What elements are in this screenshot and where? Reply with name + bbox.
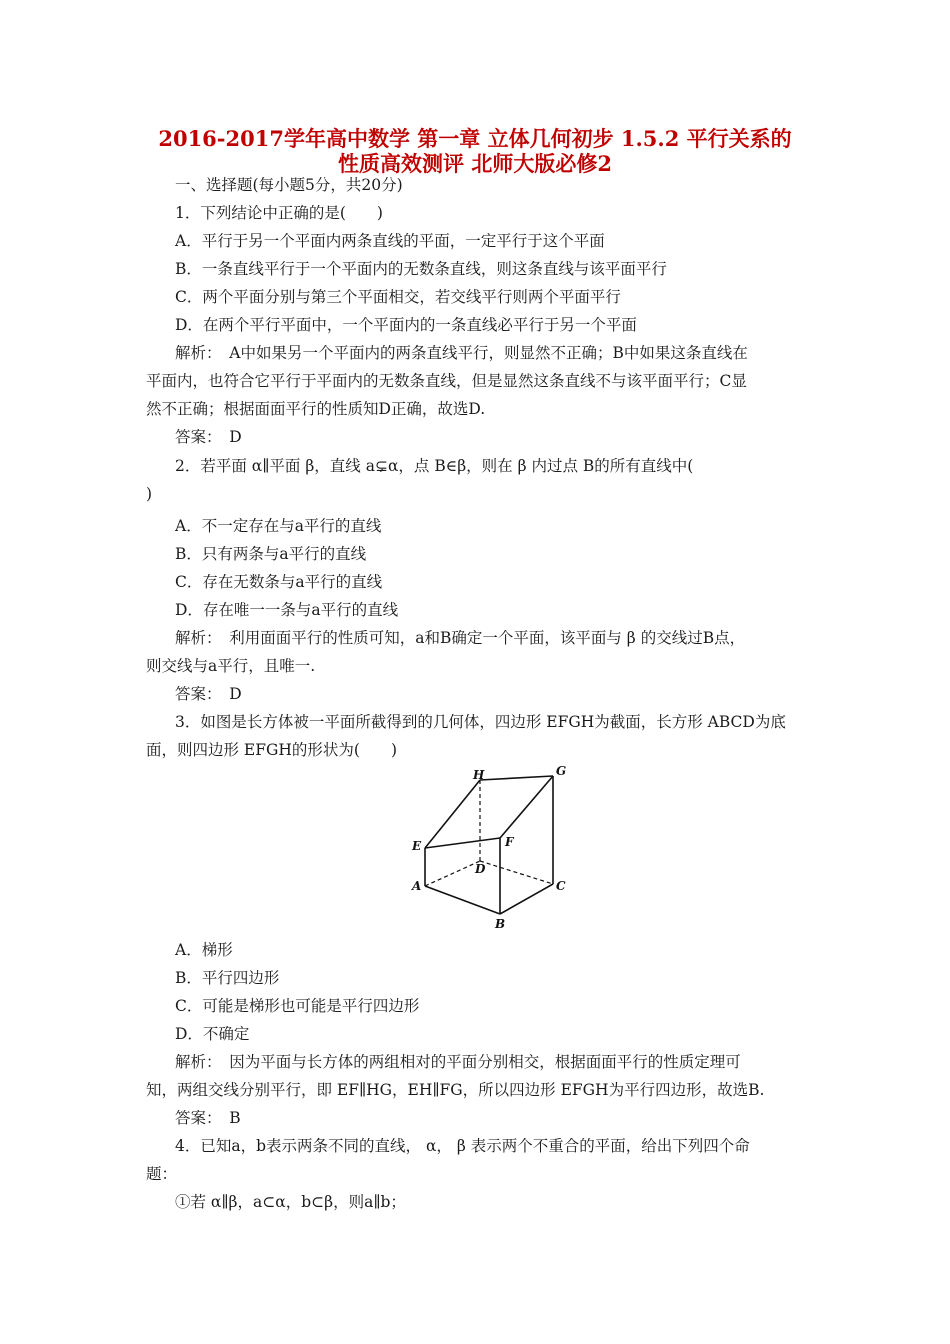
- q3-option-b: B．平行四边形: [175, 969, 280, 987]
- label-c: C: [556, 879, 566, 893]
- edge-ab: [425, 886, 500, 914]
- q1-option-c: C．两个平面分别与第三个平面相交，若交线平行则两个平面平行: [175, 288, 621, 306]
- document-title-line2: 性质高效测评 北师大版必修2: [338, 151, 612, 176]
- q2-option-b: B．只有两条与a平行的直线: [175, 545, 367, 563]
- q3-option-a: A．梯形: [175, 941, 233, 959]
- q1-answer: 答案： D: [175, 428, 242, 446]
- edge-ad-hidden: [425, 861, 480, 886]
- q2-option-a: A．不一定存在与a平行的直线: [175, 517, 382, 535]
- q2-option-c: C．存在无数条与a平行的直线: [175, 573, 383, 591]
- q2-stem-line2: ): [146, 485, 153, 503]
- q3-analysis-line2: 知，两组交线分别平行，即 EF∥HG，EH∥FG，所以四边形 EFGH为平行四边形，故选B.: [146, 1081, 765, 1099]
- q1-analysis-line2: 平面内，也符合它平行于平面内的无数条直线，但是显然这条直线不与该平面平行；C显: [146, 372, 747, 390]
- document-title-line1: 2016-2017学年高中数学 第一章 立体几何初步 1.5.2 平行关系的: [158, 126, 792, 151]
- section-heading: 一、选择题(每小题5分，共20分): [175, 176, 403, 194]
- q3-analysis-line1: 解析： 因为平面与长方体的两组相对的平面分别相交，根据面面平行的性质定理可: [175, 1053, 741, 1071]
- q2-analysis-line1: 解析： 利用面面平行的性质可知，a和B确定一个平面，该平面与 β 的交线过B点，: [175, 629, 746, 647]
- edge-dc-hidden: [480, 861, 553, 884]
- q1-analysis-line1: 解析： A中如果另一个平面内的两条直线平行，则显然不正确；B中如果这条直线在: [175, 344, 748, 362]
- q2-answer: 答案： D: [175, 685, 242, 703]
- q1-option-d: D．在两个平行平面中，一个平面内的一条直线必平行于另一个平面: [175, 316, 637, 334]
- q3-option-d: D．不确定: [175, 1025, 250, 1043]
- edge-ef: [425, 838, 500, 848]
- q1-option-a: A．平行于另一个平面内两条直线的平面，一定平行于这个平面: [175, 232, 605, 250]
- q2-stem-line1: 2．若平面 α∥平面 β，直线 a⊊α，点 B∈β，则在 β 内过点 B的所有直线中(: [175, 457, 694, 475]
- q4-stem-line2: 题：: [146, 1165, 178, 1183]
- label-e: E: [412, 839, 422, 853]
- label-a: A: [412, 879, 422, 893]
- q1-option-b: B．一条直线平行于一个平面内的无数条直线，则这条直线与该平面平行: [175, 260, 667, 278]
- q3-stem-line2: 面，则四边形 EFGH的形状为( ): [146, 741, 397, 759]
- q4-proposition-1: ①若 α∥β，a⊂α，b⊂β，则a∥b；: [175, 1193, 406, 1211]
- label-b: B: [495, 917, 506, 931]
- label-d: D: [475, 862, 486, 876]
- label-f: F: [505, 835, 514, 849]
- q3-stem-line1: 3．如图是长方体被一平面所截得到的几何体，四边形 EFGH为截面，长方形 ABCD为底: [175, 713, 786, 731]
- label-g: G: [556, 766, 567, 778]
- q2-option-d: D．存在唯一一条与a平行的直线: [175, 601, 399, 619]
- q3-answer: 答案： B: [175, 1109, 241, 1127]
- q4-stem-line1: 4．已知a，b表示两条不同的直线， α， β 表示两个不重合的平面，给出下列四个命: [175, 1137, 750, 1155]
- q1-analysis-line3: 然不正确；根据面面平行的性质知D正确，故选D.: [146, 400, 486, 418]
- edge-eh: [425, 780, 480, 848]
- edge-hg: [480, 776, 553, 780]
- edge-fg: [500, 776, 553, 838]
- q3-geometry-figure: [405, 766, 575, 936]
- q3-option-c: C．可能是梯形也可能是平行四边形: [175, 997, 420, 1015]
- label-h: H: [473, 768, 485, 782]
- edge-bc: [500, 884, 553, 914]
- q2-analysis-line2: 则交线与a平行，且唯一.: [146, 657, 316, 675]
- q1-stem: 1．下列结论中正确的是( ): [175, 204, 383, 222]
